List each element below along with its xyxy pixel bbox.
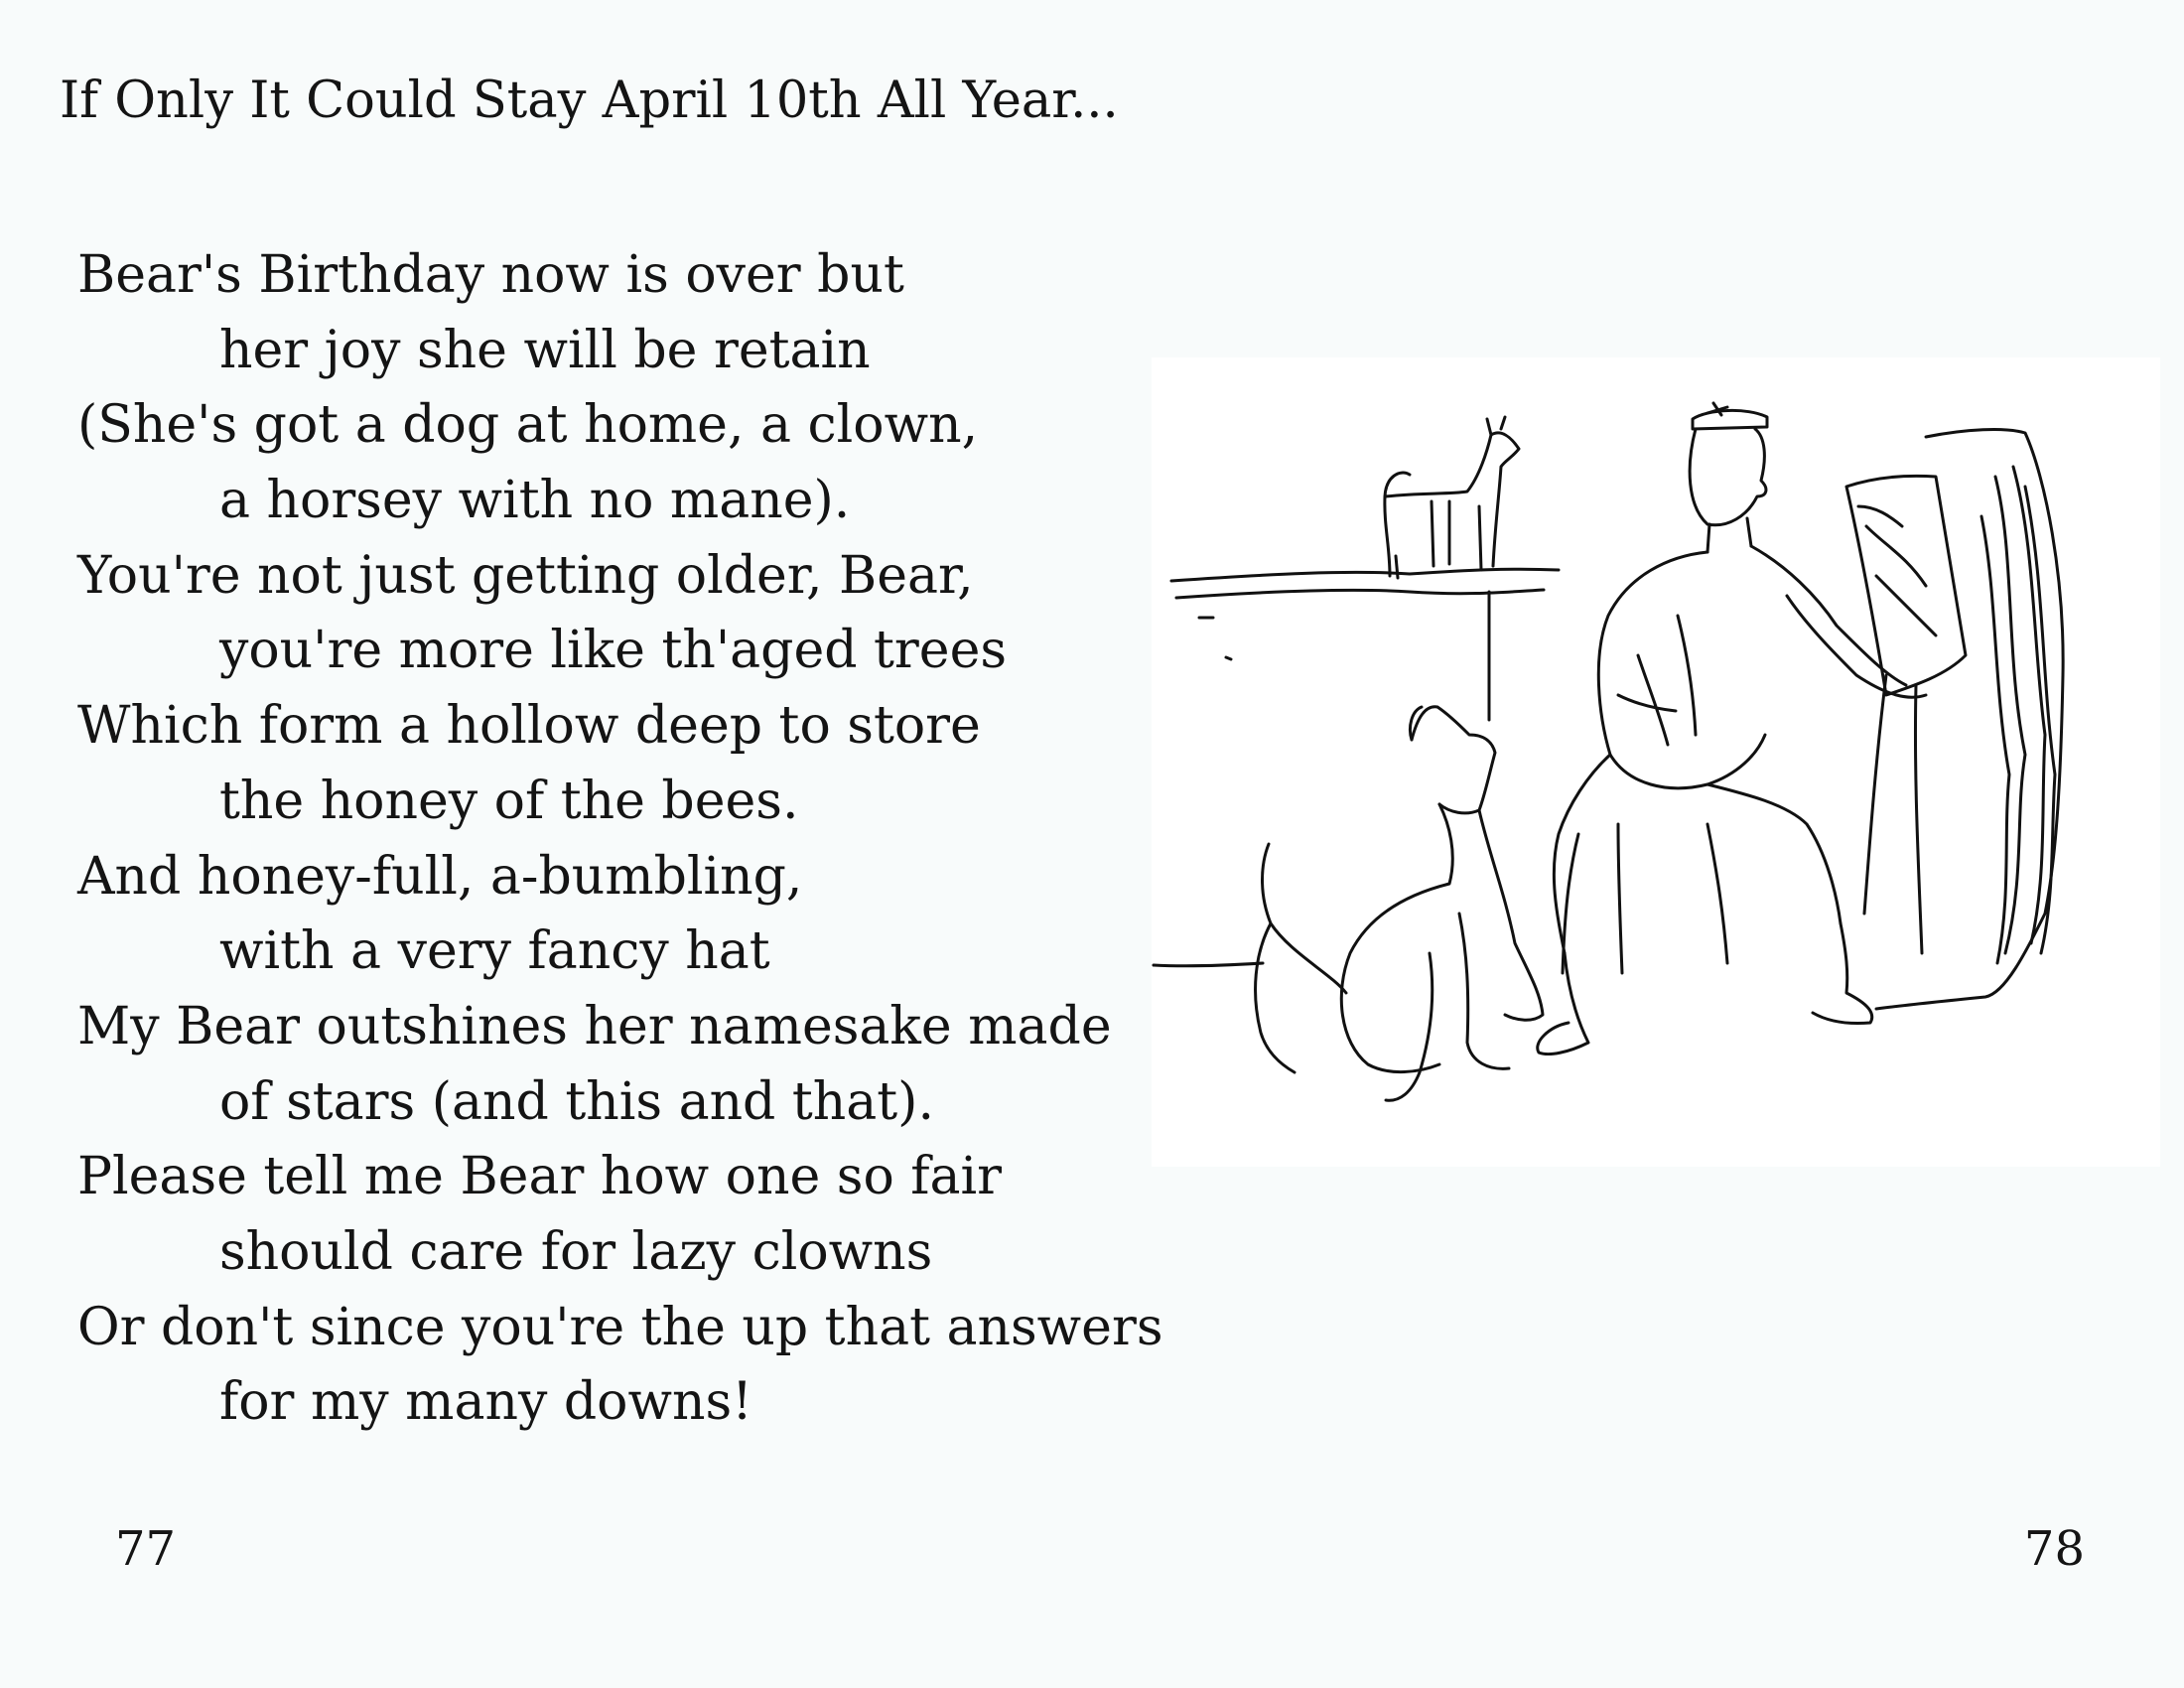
artist-hat-star (1707, 403, 1727, 415)
poem-line: Please tell me Bear how one so fair (77, 1147, 1003, 1207)
easel-scribble (1981, 467, 2055, 963)
dog-body (1341, 804, 1452, 1072)
canvas (1846, 476, 1966, 695)
poem-line: a horsey with no mane). (219, 471, 851, 531)
page-number-left: 77 (115, 1521, 177, 1577)
ground-line (1154, 963, 1263, 966)
poem-line: should care for lazy clowns (219, 1221, 933, 1282)
artist-arm (1751, 546, 1926, 697)
poem-line: And honey-full, a-bumbling, (77, 846, 803, 907)
poem-line: Which form a hollow deep to store (77, 696, 981, 757)
poem-line: (She's got a dog at home, a clown, (77, 395, 979, 456)
artist-head (1690, 429, 1766, 525)
artist-leg-upper (1554, 755, 1841, 953)
poem-line: the honey of the bees. (219, 771, 799, 831)
page-title: If Only It Could Stay April 10th All Year... (60, 71, 1119, 130)
dog-tail (1256, 844, 1346, 1072)
canvas-marks (1858, 506, 1936, 635)
dog-head (1412, 707, 1495, 813)
illustration-artist-with-dog (1152, 357, 2160, 1167)
poem-line: you're more like th'aged trees (219, 621, 1008, 681)
easel-leg (1864, 675, 1922, 953)
poem-line: of stars (and this and that). (219, 1071, 934, 1132)
artist-hat (1693, 410, 1767, 429)
poem-line: You're not just getting older, Bear, (77, 545, 974, 606)
stool (1563, 824, 1727, 973)
dog-chest (1479, 810, 1543, 1020)
horse-toy (1385, 433, 1519, 578)
poem-line: Bear's Birthday now is over but (77, 245, 904, 305)
ink-sketch (1152, 357, 2160, 1167)
artist-shirt-folds (1618, 616, 1696, 745)
shelf-tick (1226, 657, 1231, 659)
poem-line: her joy she will be retain (219, 320, 871, 380)
poem (77, 238, 1163, 1441)
artist-torso (1598, 552, 1765, 788)
poem-line: with a very fancy hat (219, 921, 770, 982)
poem-line: My Bear outshines her namesake made (77, 996, 1112, 1056)
poem-line: for my many downs! (219, 1372, 753, 1433)
page-number-right: 78 (2023, 1521, 2085, 1577)
shelf-line (1171, 569, 1559, 581)
poem-line: Or don't since you're the up that answers (77, 1297, 1163, 1357)
artist-leg-lower (1538, 923, 1872, 1055)
dog-leg (1459, 914, 1509, 1068)
dog-leg (1386, 953, 1433, 1100)
